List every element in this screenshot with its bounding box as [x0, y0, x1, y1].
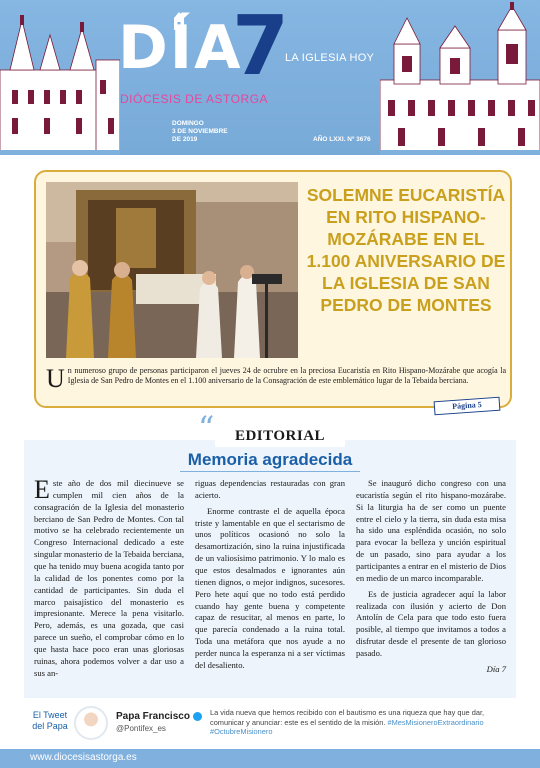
date-line-3: DE 2019	[172, 135, 198, 143]
summary-text: n numeroso grupo de personas participaron el jueves 24 de ocrubre en la preciosa Eucaristía en Rito Hispano-Mozárabe que acogía la Iglesia de San Pedro de Montes en el 1.100 aniversario de la Consagración de este emblemático lugar de la Tebaida berciana.	[67, 366, 506, 386]
logo-dia: DÍA	[118, 13, 243, 83]
cathedral-illustration-left	[0, 0, 120, 155]
page-reference-badge[interactable]: Página 5	[434, 397, 501, 416]
editorial-paragraph	[34, 475, 184, 680]
editorial-title: Memoria agradecida	[187, 450, 353, 469]
date-line-2: 3 DE NOVIEMBRE	[172, 127, 228, 135]
avatar	[74, 706, 108, 740]
editorial-column-2	[195, 478, 345, 676]
editorial-signature: Día 7	[486, 663, 506, 674]
editorial-paragraph: Se inauguró dicho congreso con una eucaristía según el rito hispano-mozárabe. Si la liturgia ha de ser como un puente entre el cielo y la tierra, sin duda esta misa ha sido una espléndida ocasión, no solo para evocar la belleza y unción espiritual de un pasado, sino para ayudar a los participantes a entrar en el misterio de Dios en medio de un marco incomparable.	[356, 478, 506, 583]
title-divider	[180, 471, 360, 472]
editorial-column-3	[356, 478, 506, 680]
editorial-column-1	[34, 475, 184, 684]
tweet-body: La vida nueva que hemos recibido con el bautismo es una riqueza que hay que dar, comunicar y anunciar: este es el sentido de la misión.	[210, 708, 485, 727]
feature-story	[34, 170, 512, 412]
editorial-paragraph: riguas dependencias restauradas con gran acierto.	[195, 478, 345, 500]
editorial-label: EDITORIAL	[215, 425, 345, 447]
verified-icon	[193, 712, 202, 721]
feature-headline: SOLEMNE EUCARISTÍA EN RITO HISPANO-MOZÁRABE EN EL 1.100 ANIVERSARIO DE LA IGLESIA DE SAN PEDRO DE MONTES	[306, 185, 506, 316]
author-name: Papa Francisco	[116, 711, 190, 722]
editorial-paragraph: Es de justicia agradecer aquí la labor realizada con ilusión y acierto de Don Antolín de Cela para que todo esto fuera posible, al tiempo que invitamos a todos a disfrutar desde el presente de tan glorioso pasado.	[356, 588, 506, 659]
masthead	[0, 0, 540, 155]
issue-number: AÑO LXXI. Nº 3676	[313, 136, 371, 143]
hashtag[interactable]: #OctubreMisionero	[210, 727, 273, 737]
feature-summary	[46, 364, 506, 393]
tweet-label-line-1: El Tweet	[32, 710, 68, 720]
pope-tweet	[24, 702, 516, 748]
tweet-handle: @Pontifex_es	[116, 724, 166, 733]
editorial-paragraph: Enorme contraste el de aquella época triste y lamentable en que el sectarismo de unos políticos ocasionó no solo la desamortización, sino la ruina injustificada de un valiosísimo patrimonio. Y lo malo es que estos desalmados e ignorantes aún tienen dignos, o mejor indignos, sucesores. Pero hete aquí que no todo está perdido cuando hay gente buena y competente capaz de resucitar, al menos en parte, lo que parecía condenado a la ruina total. Toda una metáfora que nos ayude a no perder nunca la esperanza ni a ser víctimas del desaliento.	[195, 505, 345, 670]
editorial-text: ste año de dos mil diecinueve se cumplen mil cien años de la consagración de la Iglesia del monasterio berciano de San Pedro de Montes. Con tal motivo se ha celebrado recientemente un Congreso Internacional dedicado a este singular monasterio de la Tebaida berciana, que ha tenido muy buena acogida tanto por la calidad de los ponentes como por la cantidad de participantes. Sin duda el marco paisajístico del monasterio es impresionante. Merece la pena visitarlo. Pero, además, es una gozada, que casi parece un sueño, el comprobar cómo en lo que hasta hace poco eran unas gloriosas ruinas, ahora podemos volver a dar uso a sus an-	[34, 478, 184, 678]
tweet-label-line-2: del Papa	[32, 720, 68, 731]
cathedral-illustration-right	[380, 0, 540, 155]
tweet-author	[116, 711, 202, 722]
tweet-section-label	[24, 710, 76, 732]
diocese-name: DIÓCESIS DE ASTORGA	[120, 92, 268, 106]
hashtag[interactable]: #MesMisioneroExtraordinario	[387, 717, 484, 727]
mass-photo	[46, 182, 298, 358]
footer-bar	[0, 749, 540, 768]
editorial-dropcap: E	[34, 475, 50, 504]
tweet-text	[210, 708, 510, 737]
date-line-1: DOMINGO	[172, 120, 204, 127]
issue-date	[172, 120, 228, 143]
summary-dropcap: U	[46, 364, 65, 393]
website-link[interactable]: www.diocesisastorga.es	[30, 752, 137, 763]
logo-seven: 7	[232, 0, 290, 94]
tagline: LA IGLESIA HOY	[285, 52, 375, 64]
quote-icon: “	[198, 409, 215, 447]
